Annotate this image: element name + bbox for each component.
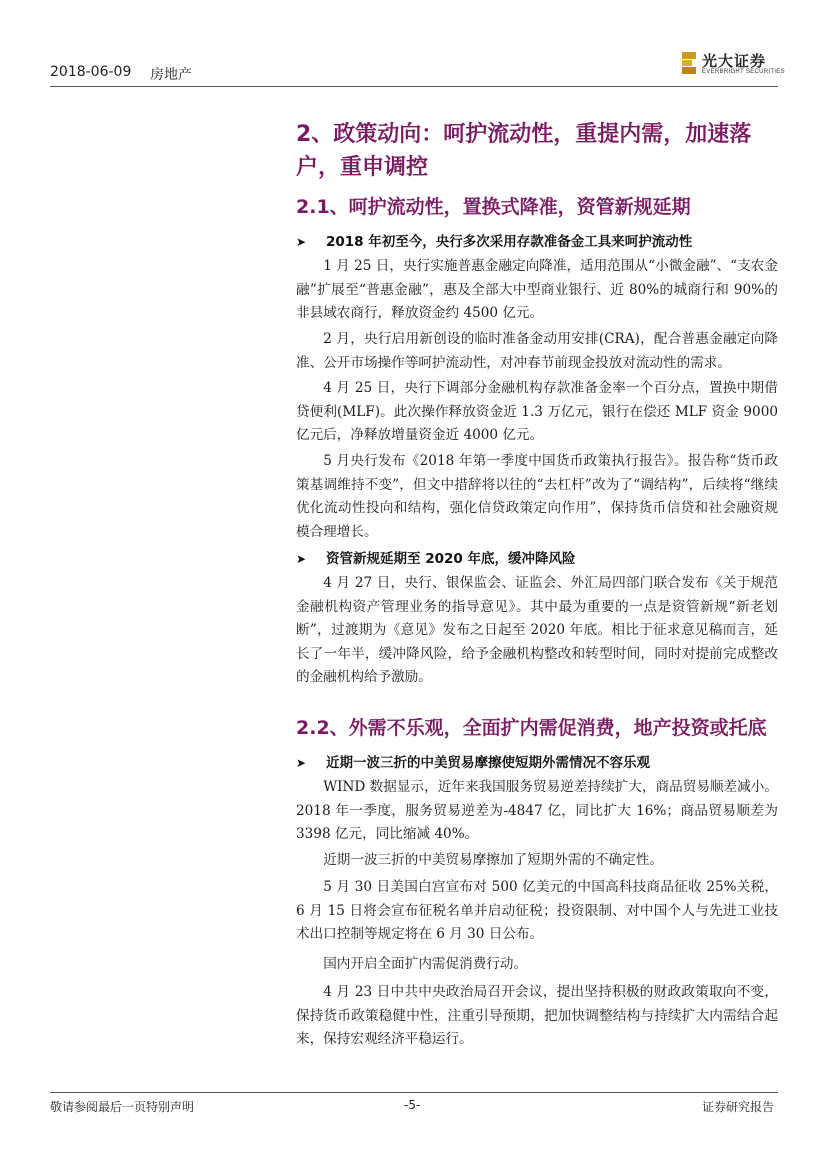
bullet-text: 近期一波三折的中美贸易摩擦使短期外需情况不容乐观 bbox=[326, 755, 650, 771]
header-divider bbox=[50, 86, 778, 87]
bullet-text: 2018 年初至今，央行多次采用存款准备金工具来呵护流动性 bbox=[326, 234, 693, 250]
footer-divider bbox=[50, 1092, 778, 1093]
report-type: 证券研究报告 bbox=[702, 1100, 775, 1114]
logo-english-name: EVERBRIGHT SECURITIES bbox=[702, 69, 785, 75]
paragraph: 4 月 25 日，央行下调部分金融机构存款准备金率一个百分点，置换中期借贷便利(MLF)。此次操作释放资金近 1.3 万亿元，银行在偿还 MLF 资金 9000 亿元后，净释放增量资金近 4000 亿元。 bbox=[296, 380, 778, 443]
page-number: -5- bbox=[404, 1098, 421, 1112]
paragraph: 1 月 25 日，央行实施普惠金融定向降准，适用范围从“小微金融”、“支农金融”扩展至“普惠金融”，惠及全部大中型商业银行、近 80%的城商行和 90%的非县域农商行，释放资金约 4500 亿元。 bbox=[296, 258, 778, 321]
paragraph: 4 月 23 日中共中央政治局召开会议，提出坚持积极的财政政策取向不变，保持货币政策稳健中性，注重引导预期，把加快调整结构与持续扩大内需结合起来，保持宏观经济平稳运行。 bbox=[296, 984, 778, 1047]
paragraph: 国内开启全面扩内需促消费行动。 bbox=[323, 956, 528, 972]
bullet-heading bbox=[296, 230, 778, 250]
report-date: 2018-06-09 bbox=[50, 64, 132, 80]
logo-chinese-name: 光大证券 bbox=[702, 52, 767, 70]
arrow-right-icon: ➤ bbox=[296, 235, 307, 249]
subsection-title-2-2: 2.2、外需不乐观，全面扩内需促消费，地产投资或托底 bbox=[296, 717, 767, 739]
subsection-title-2-1: 2.1、呵护流动性，置换式降准，资管新规延期 bbox=[296, 196, 691, 218]
bullet-heading bbox=[296, 751, 778, 771]
everbright-logo-icon bbox=[682, 52, 696, 74]
footer-disclaimer: 敬请参阅最后一页特别声明 bbox=[50, 1100, 195, 1114]
report-sector: 房地产 bbox=[150, 67, 192, 83]
bullet-heading bbox=[296, 547, 778, 567]
paragraph: 2 月，央行启用新创设的临时准备金动用安排(CRA)，配合普惠金融定向降准、公开市场操作等呵护流动性，对冲春节前现金投放对流动性的需求。 bbox=[296, 331, 778, 371]
paragraph: 近期一波三折的中美贸易摩擦加了短期外需的不确定性。 bbox=[323, 852, 664, 868]
paragraph: 4 月 27 日，央行、银保监会、证监会、外汇局四部门联合发布《关于规范金融机构资产管理业务的指导意见》。其中最为重要的一点是资管新规“新老划断”，过渡期为《意见》发布之日起至 2020 年底。相比于征求意见稿而言，延长了一年半，缓冲降风险，给予金融机构整改和转型时间，同时对提前完成整改的金融机构给予激励。 bbox=[296, 575, 778, 685]
company-logo bbox=[682, 50, 785, 80]
arrow-right-icon: ➤ bbox=[296, 552, 307, 566]
section-title: 2、政策动向：呵护流动性，重提内需，加速落户，重申调控 bbox=[296, 122, 752, 180]
paragraph: WIND 数据显示，近年来我国服务贸易逆差持续扩大，商品贸易顺差减小。2018 年一季度，服务贸易逆差为-4847 亿，同比扩大 16%；商品贸易顺差为 3398 亿元，同比缩减 40%。 bbox=[296, 779, 778, 842]
arrow-right-icon: ➤ bbox=[296, 756, 307, 770]
bullet-text: 资管新规延期至 2020 年底，缓冲降风险 bbox=[326, 551, 576, 567]
paragraph: 5 月 30 日美国白宫宣布对 500 亿美元的中国高科技商品征收 25%关税，6 月 15 日将会宣布征税名单并启动征税；投资限制、对中国个人与先进工业技术出口控制等规定将在 6 月 30 日公布。 bbox=[296, 879, 778, 942]
paragraph: 5 月央行发布《2018 年第一季度中国货币政策执行报告》。报告称“货币政策基调维持不变”，但文中措辞将以往的“去杠杆”改为了“调结构”，后续将“继续优化流动性投向和结构，强化信贷政策定向作用”，保持货币信贷和社会融资规模合理增长。 bbox=[296, 453, 778, 540]
